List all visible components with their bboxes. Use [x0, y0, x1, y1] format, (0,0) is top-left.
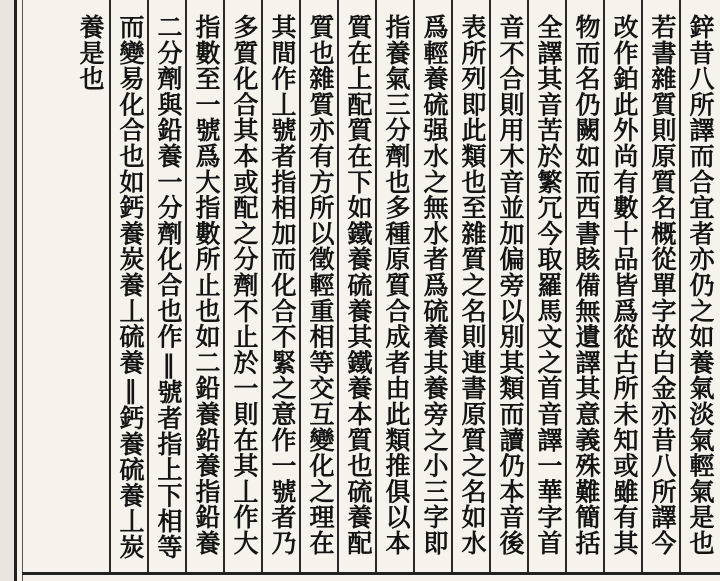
border-rule-left-inner [22, 0, 23, 581]
text-column-9: 指養氣三分劑也多種原質合成者由此類推俱以本 [382, 14, 411, 556]
text-column-4: 物而名仍闕如而西書賅備無遺譯其意義殊難簡括 [572, 14, 601, 556]
text-column-16: 而變易化合也如鈣養炭養丄硫養‖鈣養硫養丄炭 [116, 14, 145, 560]
text-column-12: 其間作丄號者指相加而化合不緊之意作一號者乃 [268, 14, 297, 556]
border-rule-bottom [22, 572, 720, 575]
text-column-1: 鋅昔八所譯而合宜者亦仍之如養氣淡氣輕氣是也 [686, 14, 715, 556]
text-column-11: 質也雜質亦有方所以徵輕重相等交互變化之理在 [306, 14, 335, 556]
text-column-6: 音不合則用木音並加偏旁以別其類而讀仍本音後 [496, 14, 525, 556]
text-column-2: 若書雜質則原質名概從單字故白金亦昔八所譯今 [648, 14, 677, 556]
column-rule [109, 0, 111, 572]
text-column-13: 多質化合其本或配之分劑不止於一則在其丄作大 [230, 14, 259, 556]
text-column-14: 指數至一號爲大指數所止也如二鉛養鉛養指鉛養 [192, 14, 221, 556]
text-column-17: 養是也 [76, 14, 105, 92]
page-margin [0, 0, 14, 581]
text-column-15: 二分劑與鉛養一分劑化合也作‖號者指上下相等 [154, 14, 183, 560]
text-column-7: 表所列即此類也至雜質之名則連書原質之名如水 [458, 14, 487, 556]
text-column-8: 爲輕養硫强水之無水者爲硫養其養旁之小三字即 [420, 14, 449, 556]
text-column-3: 改作鉑此外尚有數十品皆爲從古所未知或雖有其 [610, 14, 639, 556]
text-column-10: 質在上配質在下如鐵養硫養其鐵養本質也硫養配 [344, 14, 373, 556]
text-column-5: 全譯其音苦於繁冗今取羅馬文之首音譯一華字首 [534, 14, 563, 556]
border-rule-left-outer [14, 0, 17, 581]
